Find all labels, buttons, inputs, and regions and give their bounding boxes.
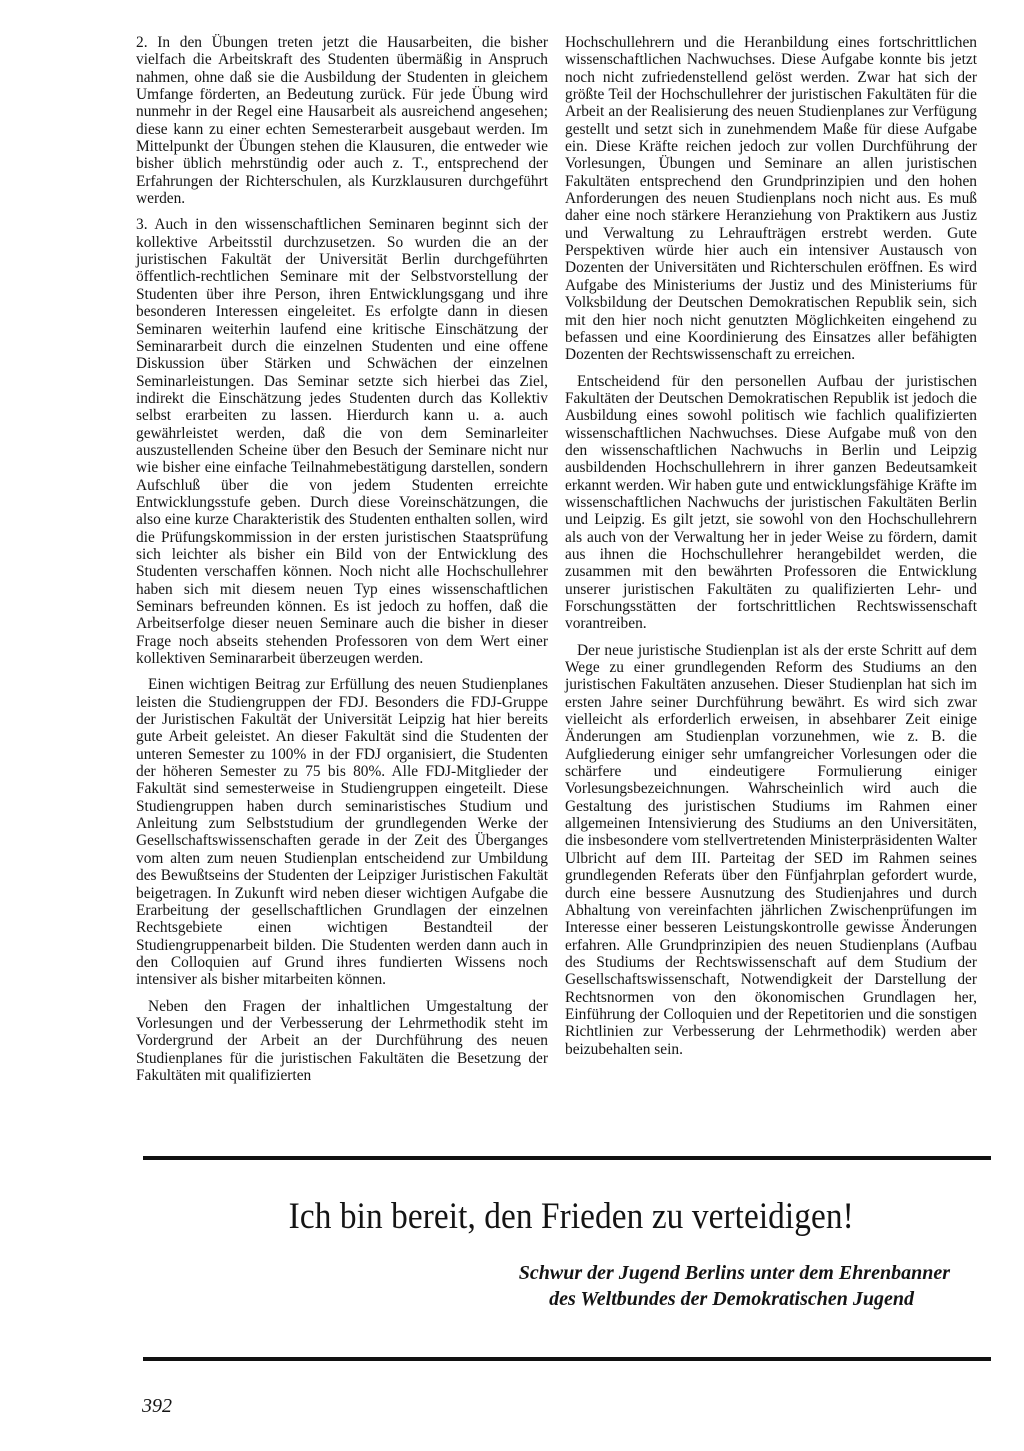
paragraph-young-scholars: Entscheidend für den personellen Aufbau der juristischen Fakultäten der Deutschen Demokratischen Republik ist jedoch die Ausbildung eines sowohl politisch wie fachlich qualifizierten wissenschaftlichen Nachwuchses. Diese Aufgabe muß von den den wissenschaftlichen Nachwuchs in Berlin und Leipzig ausbildenden Hochschullehrern in ihrer ganzen Bedeutsamkeit erkannt werden. Wir haben gute und entwicklungsfähige Kräfte im wissenschaftlichen Nachwuchs der juristischen Fakultäten Berlin und Leipzig. Es gilt jetzt, sie sowohl von den Hochschullehrern als auch von der Verwaltung her in jeder Weise zu fördern, damit aus ihnen die Hochschullehrer herangebildet werden, die zusammen mit den bewährten Professoren die Entwicklung unserer juristischen Fakultäten zu qualifizierten Lehr- und Forschungsstätten der fortschrittlichen Rechtswissenschaft vorantreiben.: [565, 372, 977, 633]
paragraph-fdj-study-groups: Einen wichtigen Beitrag zur Erfüllung des neuen Studienplanes leisten die Studiengruppen der FDJ. Besonders die FDJ-Gruppe der Juristischen Fakultät der Universität Leipzig hat hier bereits gute Arbeit geleistet. An dieser Fakultät sind die Studenten der unteren Semester zu 100% in der FDJ organisiert, die Studenten der höheren Semester zu 75 bis 80%. Alle FDJ-Mitglieder der Fakultät sind semesterweise in Studiengruppen eingeteilt. Diese Studiengruppen haben durch seminaristisches Studium und Anleitung zum Selbststudium der grundlegenden Werke der Gesellschaftswissenschaften gerade in der Zeit des Überganges vom alten zum neuen Studienplan entscheidend zur Umbildung des Bewußtseins der Studenten der Leipziger Juristischen Fakultät beigetragen. In Zukunft wird neben dieser wichtigen Aufgabe die Erarbeitung der gesellschaftlichen Grundlagen der einzelnen Rechtsgebiete einen wichtigen Bestandteil der Studiengruppenarbeit bilden. Die Studenten werden dann auch in den Colloquien auf Grund ihres fundierten Wissens noch intensiver als bisher mitarbeiten können.: [136, 676, 548, 989]
paragraph-seminars: 3. Auch in den wissenschaftlichen Seminaren beginnt sich der kollektive Arbeitsstil durchzusetzen. So wurden die an der juristischen Fakultät der Universität Berlin durchgeführten öffentlich-rechtlichen Seminare mit der Selbstvorstellung der Studenten über ihre Person, ihren Entwicklungsgang und ihre besonderen Interessen eingeleitet. Es erfolgte dann in diesen Seminaren weiterhin laufend eine kritische Einschätzung der Seminararbeit durch die einzelnen Studenten und eine offene Diskussion über Stärken und Schwächen der einzelnen Seminarleistungen. Das Seminar setzte sich hierbei das Ziel, indirekt die Einschätzung jedes Studenten durch das Kollektiv selbst erarbeiten zu lassen. Hierdurch kann u. a. auch gewährleistet werden, daß die von dem Seminarleiter auszustellenden Scheine über den Besuch der Seminare nicht nur wie bisher eine einfache Teilnahmebestätigung darstellen, sondern Aufschluß über die von jedem Studenten erreichte Entwicklungsstufe geben. Durch diese Voreinschätzungen, die also eine kurze Charakteristik des Studenten enthalten sollen, wird die Prüfungskommission in der ersten juristischen Staatsprüfung sich leichter als bisher ein Bild von der Entwicklung des Studenten verschaffen können. Noch nicht alle Hochschullehrer haben sich mit diesem neuen Typ eines wissenschaftlichen Seminars befreunden können. Es ist jedoch zu hoffen, daß die Arbeitserfolge dieser neuen Seminare auch die bisher in dieser Frage noch abseits stehenden Professoren von dem Wert einer kollektiven Seminararbeit überzeugen werden.: [136, 216, 548, 668]
right-text-column: [565, 34, 977, 1067]
banner-bottom-rule: [143, 1357, 991, 1361]
banner-headline: Ich bin bereit, den Frieden zu verteidigen!: [288, 1196, 854, 1237]
banner-subline-line-1: Schwur der Jugend Berlins unter dem Ehrenbanner: [518, 1262, 950, 1284]
banner-subline-line-2: des Weltbundes der Demokratischen Jugend: [549, 1288, 914, 1310]
left-text-column: [136, 34, 548, 1093]
paragraph-academic-staff: Hochschullehrern und die Heranbildung eines fortschrittlichen wissenschaftlichen Nachwuchses. Diese Aufgabe konnte bis jetzt noch nicht zufriedenstellend gelöst werden. Zwar hat sich der größte Teil der Hochschullehrer der juristischen Fakultäten für die Arbeit an der Realisierung des neuen Studienplanes zur Verfügung gestellt und setzt sich in zunehmendem Maße für diese Aufgabe ein. Diese Kräfte reichen jedoch zur vollen Durchführung der Vorlesungen, Übungen und Seminare an allen juristischen Fakultäten entsprechend den Grundprinzipien und den hohen Anforderungen des neuen Studienplans noch nicht aus. Es muß daher eine noch stärkere Heranziehung von Praktikern aus Justiz und Verwaltung zu Lehraufträgen erstrebt werden. Gute Perspektiven würde hier auch ein intensiver Austausch von Dozenten der Universitäten und Richterschulen eröffnen. Es wird Aufgabe des Ministeriums der Justiz und des Ministeriums für Volksbildung der Deutschen Demokratischen Republik sein, sich mit den hier noch nicht genutzten Möglichkeiten eingehend zu befassen und eine Koordinierung des Einsatzes aller befähigten Dozenten der Rechtswissenschaft zu erreichen.: [565, 34, 977, 364]
paragraph-study-plan-reform: Der neue juristische Studienplan ist als der erste Schritt auf dem Wege zu einer grundlegenden Reform des Studiums an den juristischen Fakultäten anzusehen. Dieser Studienplan hat sich im ersten Jahre seiner Durchführung bewährt. Es wird sich zwar vielleicht als erforderlich erweisen, in absehbarer Zeit einige Änderungen am Studienplan vorzunehmen, wie z. B. die Aufgliederung einiger sehr umfangreicher Vorlesungen oder die schärfere und eindeutigere Formulierung einiger Vorlesungsbezeichnungen. Wahrscheinlich wird auch die Gestaltung des juristischen Studiums im Rahmen einer allgemeinen Intensivierung des Studiums an den Universitäten, die insbesondere vom stellvertretenden Ministerpräsidenten Walter Ulbricht auf dem III. Parteitag der SED im Rahmen seines grundlegenden Referats über den Fünfjahrplan gefordert wurde, durch eine bessere Ausnutzung des Studienjahres und durch Abhaltung von vereinfachten jährlichen Zwischenprüfungen im Interesse einer besseren Leistungskontrolle gewisse Änderungen erfahren. Alle Grundprinzipien des neuen Studienplans (Aufbau des Studiums der Rechtswissenschaft auf dem Studium der Gesellschaftswissenschaft, Notwendigkeit der Darstellung der Rechtsnormen von den ökonomischen Grundlagen her, Einführung der Colloquien und der Repetitorien und die sonstigen Richtlinien zur Verbesserung der Lehrmethodik) werden aber beizubehalten sein.: [565, 641, 977, 1058]
banner-top-rule: [143, 1156, 991, 1160]
paragraph-faculty-staffing: Neben den Fragen der inhaltlichen Umgestaltung der Vorlesungen und der Verbesserung der Lehrmethodik steht im Vordergrund der Arbeit an der Durchführung des neuen Studienplanes für die juristischen Fakultäten die Besetzung der Fakultäten mit qualifizierten: [136, 997, 548, 1084]
paragraph-exercises: 2. In den Übungen treten jetzt die Hausarbeiten, die bisher vielfach die Arbeitskraft des Studenten übermäßig in Anspruch nahmen, ohne daß sie die Ausbildung der Studenten in gleichem Umfange förderten, an Bedeutung zurück. Für jede Übung wird nunmehr in der Regel eine Hausarbeit als ausreichend angesehen; diese kann zu einer echten Semesterarbeit ausgebaut werden. Im Mittelpunkt der Übungen stehen die Klausuren, die entweder wie bisher üblich mehrstündig oder auch z. T., entsprechend der Erfahrungen der Richterschulen, als Kurzklausuren durchgeführt werden.: [136, 34, 548, 208]
page-number: 392: [142, 1395, 172, 1417]
banner-subline: [519, 1260, 950, 1312]
